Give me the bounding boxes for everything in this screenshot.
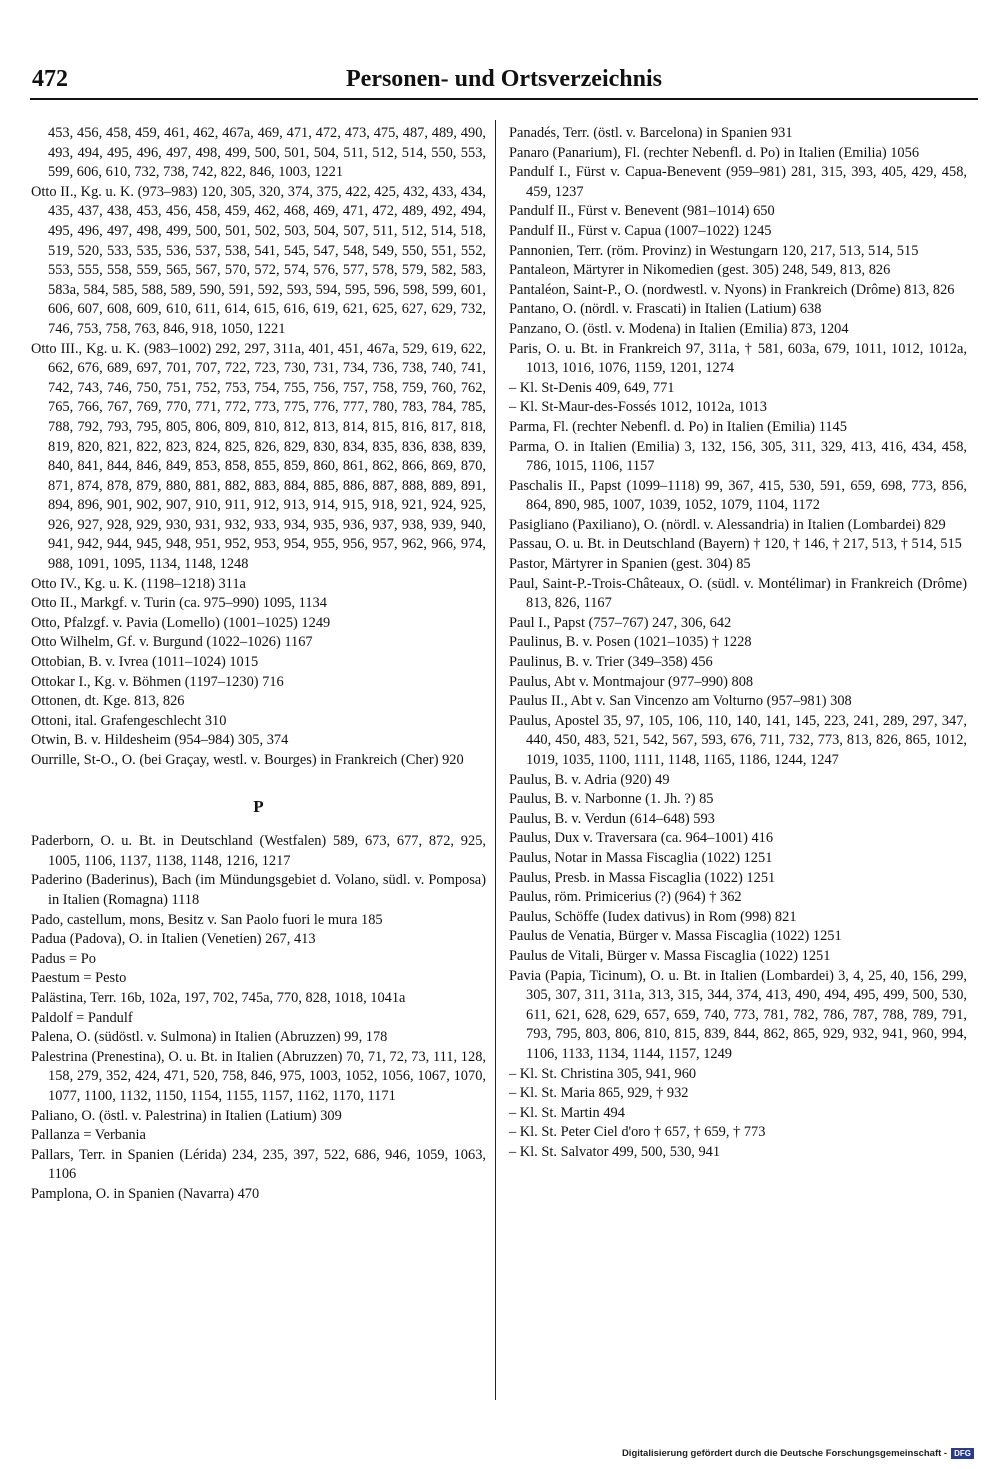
index-entry: Paulus, B. v. Verdun (614–648) 593 bbox=[509, 810, 715, 827]
index-entry: Paul, Saint-P.-Trois-Châteaux, O. (südl. v. Montélimar) in Frankreich (Drôme) 813, 826, 1167 bbox=[509, 575, 967, 612]
index-entry: Otwin, B. v. Hildesheim (954–984) 305, 374 bbox=[31, 732, 289, 749]
index-entry: – Kl. St. Salvator 499, 500, 530, 941 bbox=[509, 1143, 721, 1160]
index-entry: Otto II., Markgf. v. Turin (ca. 975–990) 1095, 1134 bbox=[31, 595, 327, 612]
index-entry: Pavia (Papia, Ticinum), O. u. Bt. in Italien (Lombardei) 3, 4, 25, 40, 156, 299, 305, 307, 311, 311a, 313, 315, 344, 374, 413, 490, 494, 495, 499, 500, 530, 611, 621, 628, 629, 657, 659, 740, 773, 781, 782, 786, 787, 788, 789, 791, 793, 795, 803, 806, 810, 815, 839, 844, 862, 865, 929, 932, 941, 960, 994, 1106, 1133, 1134, 1144, 1157, 1249 bbox=[509, 967, 967, 1062]
index-entry: – Kl. St-Maur-des-Fossés 1012, 1012a, 1013 bbox=[509, 399, 767, 416]
index-entry: Paulinus, B. v. Posen (1021–1035) † 1228 bbox=[509, 634, 752, 651]
right-column bbox=[509, 124, 967, 1162]
index-entry: Parma, O. in Italien (Emilia) 3, 132, 156, 305, 311, 329, 413, 416, 434, 458, 786, 1015, 1106, 1157 bbox=[509, 438, 967, 475]
column-divider bbox=[495, 120, 496, 1400]
index-entry: Padua (Padova), O. in Italien (Venetien) 267, 413 bbox=[31, 931, 316, 948]
index-entry: Pallanza = Verbania bbox=[31, 1127, 146, 1144]
index-entry: Ourrille, St-O., O. (bei Graçay, westl. v. Bourges) in Frankreich (Cher) 920 bbox=[31, 752, 464, 768]
index-entry: Panzano, O. (östl. v. Modena) in Italien (Emilia) 873, 1204 bbox=[509, 320, 849, 337]
index-entry: Paschalis II., Papst (1099–1118) 99, 367, 415, 530, 591, 659, 698, 773, 856, 864, 890, 985, 1007, 1039, 1052, 1079, 1104, 1172 bbox=[509, 477, 967, 514]
index-entry: – Kl. St. Christina 305, 941, 960 bbox=[509, 1065, 697, 1082]
index-entry: 453, 456, 458, 459, 461, 462, 467a, 469, 471, 472, 473, 475, 487, 489, 490, 493, 494, 495, 496, 497, 498, 499, 500, 501, 504, 511, 512, 514, 550, 553, 599, 606, 610, 732, 738, 742, 822, 846, 1003, 1221 bbox=[48, 125, 486, 181]
index-entry: Pamplona, O. in Spanien (Navarra) 470 bbox=[31, 1185, 260, 1202]
index-entry: – Kl. St. Martin 494 bbox=[509, 1104, 625, 1121]
page-header bbox=[30, 66, 978, 98]
index-entry: Paris, O. u. Bt. in Frankreich 97, 311a, † 581, 603a, 679, 1011, 1012, 1012a, 1013, 1016, 1076, 1159, 1201, 1274 bbox=[509, 340, 967, 377]
index-entry: Paulinus, B. v. Trier (349–358) 456 bbox=[509, 654, 713, 671]
index-entry: – Kl. St. Maria 865, 929, † 932 bbox=[509, 1085, 689, 1102]
index-entry: Paulus, Notar in Massa Fiscaglia (1022) 1251 bbox=[509, 849, 773, 866]
index-entry: Paulus de Venatia, Bürger v. Massa Fiscaglia (1022) 1251 bbox=[509, 928, 842, 945]
index-entry: Paulus, Presb. in Massa Fiscaglia (1022) 1251 bbox=[509, 869, 776, 886]
index-entry: Pannonien, Terr. (röm. Provinz) in Westungarn 120, 217, 513, 514, 515 bbox=[509, 242, 919, 259]
index-entry: Paul I., Papst (757–767) 247, 306, 642 bbox=[509, 614, 732, 631]
index-entry: Paderborn, O. u. Bt. in Deutschland (Westfalen) 589, 673, 677, 872, 925, 1005, 1106, 1137, 1138, 1148, 1216, 1217 bbox=[31, 833, 486, 869]
index-entry: Paulus de Vitali, Bürger v. Massa Fiscaglia (1022) 1251 bbox=[509, 947, 831, 964]
index-entry: Parma, Fl. (rechter Nebenfl. d. Po) in Italien (Emilia) 1145 bbox=[509, 418, 847, 435]
index-entry: Panaro (Panarium), Fl. (rechter Nebenfl. d. Po) in Italien (Emilia) 1056 bbox=[509, 144, 920, 161]
index-entry: Otto II., Kg. u. K. (973–983) 120, 305, 320, 374, 375, 422, 425, 432, 433, 434, 435, 437, 438, 453, 456, 458, 459, 462, 468, 469, 471, 472, 489, 492, 494, 495, 496, 497, 498, 499, 500, 501, 502, 503, 504, 507, 511, 512, 514, 518, 519, 520, 533, 535, 536, 537, 538, 541, 545, 547, 548, 549, 550, 551, 552, 553, 555, 558, 559, 565, 567, 570, 572, 574, 576, 577, 578, 579, 582, 583, 583a, 584, 585, 588, 589, 590, 591, 592, 593, 594, 595, 596, 598, 599, 601, 606, 607, 608, 609, 610, 611, 614, 615, 616, 619, 621, 625, 627, 629, 732, 746, 753, 758, 763, 846, 918, 1050, 1221 bbox=[31, 183, 486, 337]
header-rule bbox=[30, 98, 978, 100]
index-entry: Paulus, röm. Primicerius (?) (964) † 362 bbox=[509, 889, 742, 906]
index-entry: Padus = Po bbox=[31, 950, 96, 967]
index-entry: Pandulf II., Fürst v. Benevent (981–1014) 650 bbox=[509, 203, 775, 220]
index-entry: Palestrina (Prenestina), O. u. Bt. in Italien (Abruzzen) 70, 71, 72, 73, 111, 128, 158, 279, 352, 424, 471, 520, 758, 846, 975, 1003, 1052, 1056, 1067, 1070, 1077, 1100, 1132, 1150, 1154, 1155, 1157, 1162, 1170, 1171 bbox=[31, 1048, 486, 1104]
index-entry: Paulus, Apostel 35, 97, 105, 106, 110, 140, 141, 145, 223, 241, 289, 297, 347, 440, 450, 483, 521, 542, 567, 593, 676, 711, 732, 773, 813, 826, 865, 1012, 1019, 1035, 1100, 1111, 1148, 1165, 1186, 1244, 1247 bbox=[509, 712, 967, 768]
index-entry: Palästina, Terr. 16b, 102a, 197, 702, 745a, 770, 828, 1018, 1041a bbox=[31, 989, 406, 1006]
index-entry: Ottonen, dt. Kge. 813, 826 bbox=[31, 693, 185, 710]
index-entry: Otto, Pfalzgf. v. Pavia (Lomello) (1001–1025) 1249 bbox=[31, 614, 331, 631]
index-entry: Pado, castellum, mons, Besitz v. San Paolo fuori le mura 185 bbox=[31, 911, 383, 928]
index-entry: – Kl. St. Peter Ciel d'oro † 657, † 659, † 773 bbox=[509, 1124, 766, 1141]
left-column bbox=[31, 124, 486, 1204]
index-entry: Paldolf = Pandulf bbox=[31, 1009, 133, 1026]
index-entry: Otto IV., Kg. u. K. (1198–1218) 311a bbox=[31, 575, 246, 592]
page-number: 472 bbox=[32, 66, 68, 92]
index-entry: Pantaleon, Märtyrer in Nikomedien (gest. 305) 248, 549, 813, 826 bbox=[509, 262, 891, 279]
index-entry: – Kl. St-Denis 409, 649, 771 bbox=[509, 379, 675, 396]
index-entry: Pasigliano (Paxiliano), O. (nördl. v. Alessandria) in Italien (Lombardei) 829 bbox=[509, 516, 946, 533]
index-entry: Paestum = Pesto bbox=[31, 970, 127, 987]
index-entry: Paulus II., Abt v. San Vincenzo am Volturno (957–981) 308 bbox=[509, 693, 852, 710]
footer-credit bbox=[622, 1448, 974, 1459]
index-entry: Ottoni, ital. Grafengeschlecht 310 bbox=[31, 712, 227, 729]
index-entry: Ottobian, B. v. Ivrea (1011–1024) 1015 bbox=[31, 654, 259, 671]
index-entry: Pandulf I., Fürst v. Capua-Benevent (959–981) 281, 315, 393, 405, 429, 458, 459, 1237 bbox=[509, 164, 967, 200]
index-entry: Ottokar I., Kg. v. Böhmen (1197–1230) 716 bbox=[31, 673, 284, 690]
index-entry: Paulus, B. v. Adria (920) 49 bbox=[509, 771, 670, 788]
index-entry: Paulus, B. v. Narbonne (1. Jh. ?) 85 bbox=[509, 791, 714, 808]
index-entry: Paulus, Abt v. Montmajour (977–990) 808 bbox=[509, 673, 754, 690]
index-entry: Pantano, O. (nördl. v. Frascati) in Italien (Latium) 638 bbox=[509, 301, 822, 318]
index-entry: Panadés, Terr. (östl. v. Barcelona) in Spanien 931 bbox=[509, 125, 793, 141]
running-title: Personen- und Ortsverzeichnis bbox=[346, 66, 662, 92]
index-entry: Passau, O. u. Bt. in Deutschland (Bayern) † 120, † 146, † 217, 513, † 514, 515 bbox=[509, 536, 962, 553]
index-entry: Paliano, O. (östl. v. Palestrina) in Italien (Latium) 309 bbox=[31, 1107, 342, 1124]
footer-text: Digitalisierung gefördert durch die Deutsche Forschungsgemeinschaft - bbox=[621, 1448, 948, 1459]
index-entry: Paulus, Schöffe (Iudex dativus) in Rom (998) 821 bbox=[509, 908, 797, 925]
index-entry: Pantaléon, Saint-P., O. (nordwestl. v. Nyons) in Frankreich (Drôme) 813, 826 bbox=[509, 281, 955, 298]
index-entry: Otto Wilhelm, Gf. v. Burgund (1022–1026) 1167 bbox=[31, 634, 313, 651]
index-entry: Pastor, Märtyrer in Spanien (gest. 304) 85 bbox=[509, 556, 751, 573]
section-letter: P bbox=[253, 796, 264, 816]
index-entry: Otto III., Kg. u. K. (983–1002) 292, 297, 311a, 401, 451, 467a, 529, 619, 622, 662, 676, 689, 697, 701, 707, 722, 723, 730, 731, 734, 736, 738, 740, 741, 742, 743, 746, 750, 751, 752, 753, 754, 755, 756, 757, 758, 759, 760, 762, 765, 766, 767, 769, 770, 771, 772, 773, 775, 776, 777, 780, 783, 784, 785, 788, 792, 793, 795, 805, 806, 809, 810, 812, 813, 814, 815, 816, 817, 818, 819, 820, 821, 822, 823, 824, 825, 826, 829, 830, 834, 835, 836, 838, 839, 840, 841, 844, 846, 849, 853, 858, 855, 859, 860, 861, 862, 866, 869, 870, 871, 874, 878, 879, 880, 881, 882, 883, 884, 885, 886, 887, 888, 889, 891, 894, 896, 901, 902, 907, 910, 911, 912, 913, 914, 915, 918, 921, 924, 925, 926, 927, 928, 929, 930, 931, 932, 933, 934, 935, 936, 937, 938, 939, 940, 941, 942, 944, 945, 948, 951, 952, 953, 954, 955, 956, 957, 962, 966, 974, 988, 1091, 1095, 1134, 1148, 1248 bbox=[31, 340, 486, 573]
index-entry: Pallars, Terr. in Spanien (Lérida) 234, 235, 397, 522, 686, 946, 1059, 1063, 1106 bbox=[31, 1146, 486, 1183]
index-entry: Palena, O. (südöstl. v. Sulmona) in Italien (Abruzzen) 99, 178 bbox=[31, 1029, 388, 1046]
index-entry: Pandulf II., Fürst v. Capua (1007–1022) 1245 bbox=[509, 222, 772, 239]
dfg-logo: DFG bbox=[951, 1448, 974, 1459]
index-entry: Paderino (Baderinus), Bach (im Mündungsgebiet d. Volano, südl. v. Pomposa) in Italien (Romagna) 1118 bbox=[31, 872, 486, 908]
index-entry: Paulus, Dux v. Traversara (ca. 964–1001) 416 bbox=[509, 830, 774, 847]
